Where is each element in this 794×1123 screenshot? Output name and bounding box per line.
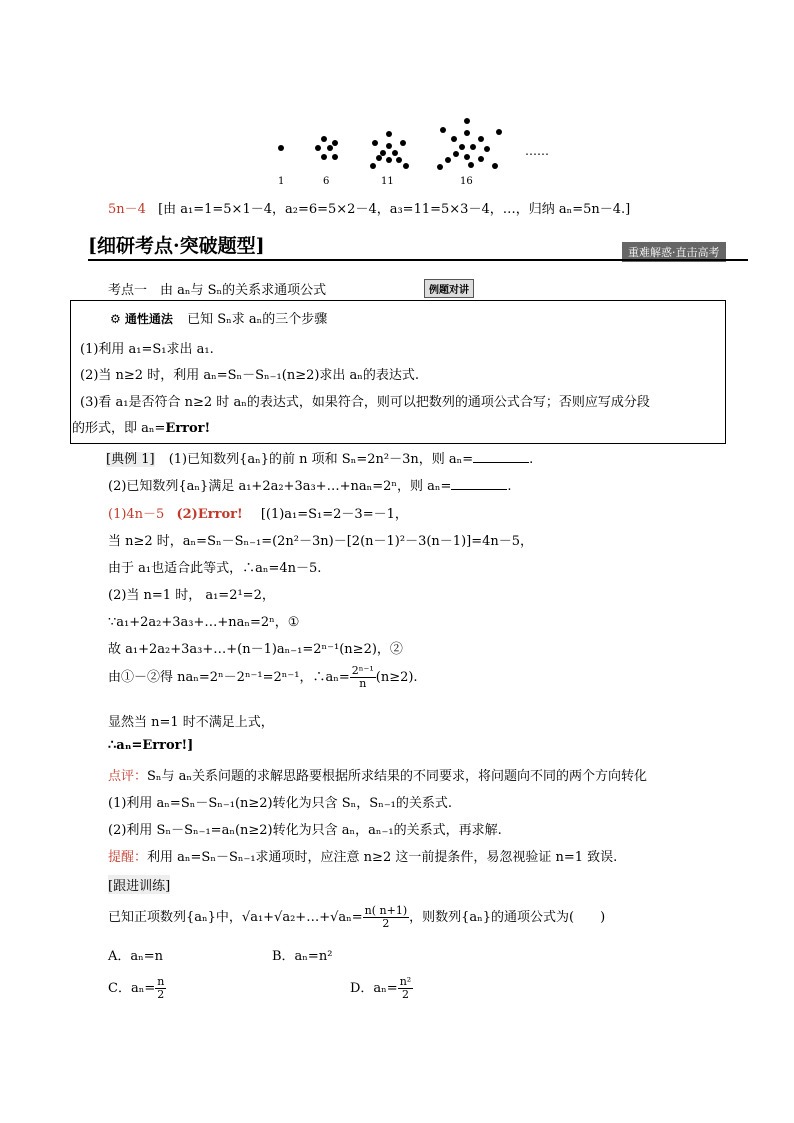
dot: [468, 162, 474, 168]
comment-2: (2)利用 Sₙ－Sₙ₋₁=aₙ(n≥2)转化为只含 aₙ，aₙ₋₁的关系式，再求解.: [108, 823, 502, 838]
comment-label: 点评：: [108, 769, 148, 784]
figure-label-1: 1: [278, 176, 285, 187]
fraction: [350, 665, 376, 690]
fraction-numerator: 2ⁿ⁻¹: [351, 664, 374, 677]
dot: [437, 164, 443, 170]
example-sol-4: (2)当 n=1 时， a₁=2¹=2，: [108, 588, 275, 603]
blank-2: [451, 479, 507, 490]
figure-label-16: 16: [460, 176, 473, 187]
example-ans-1: (1)4n－5: [108, 507, 165, 522]
fraction-numerator: n( n+1): [364, 904, 408, 917]
practice-q-b: ，则数列{aₙ}的通项公式为( ): [409, 910, 606, 925]
fraction-denominator: n: [359, 677, 367, 690]
figure-label-6: 6: [323, 176, 330, 187]
dot: [445, 157, 451, 163]
practice-fraction: [363, 905, 409, 930]
dot: [392, 150, 398, 156]
dot: [386, 131, 392, 137]
dot: [464, 154, 470, 160]
intro-answer: 5n－4: [108, 202, 146, 217]
dot: [396, 157, 402, 163]
example-sol-7b: (n≥2).: [375, 670, 418, 685]
reminder-label: 提醒：: [108, 850, 148, 865]
dot: [327, 145, 333, 151]
example-sol-3: 由于 a₁也适合此等式，∴aₙ=4n－5.: [108, 561, 322, 576]
method-step-1: (1)利用 a₁=S₁求出 a₁.: [80, 342, 214, 357]
section-title: [细研考点·突破题型]: [88, 235, 265, 257]
dot: [386, 157, 392, 163]
example-sol-7-line: [108, 665, 418, 690]
reminder-line: [108, 846, 617, 865]
dot: [370, 163, 376, 169]
figure-ellipsis: ……: [525, 144, 549, 158]
example-ans-2: (2)Error!: [176, 507, 243, 522]
dot: [453, 151, 459, 157]
dot: [332, 154, 338, 160]
option-c-prefix: C．aₙ=: [108, 981, 156, 996]
example-sol-9: ∴aₙ=Error!]: [108, 738, 194, 753]
dot: [478, 136, 484, 142]
comment-text: Sₙ与 aₙ关系问题的求解思路要根据所求结果的不同要求，将问题向不同的两个方向转化: [147, 769, 648, 784]
example-q1: (1)已知数列{aₙ}的前 n 项和 Sₙ=2n²－3n，则 aₙ=: [168, 452, 474, 467]
comment-line: [108, 765, 647, 784]
fraction-numerator: n: [157, 975, 165, 988]
dot: [440, 127, 446, 133]
example-label: [典例 1]: [106, 452, 155, 467]
dot: [459, 144, 465, 150]
fraction-denominator: 2: [157, 988, 165, 1001]
dot: [470, 144, 476, 150]
example-sol-6: 故 a₁+2a₂+3a₃+…+(n－1)aₙ₋₁=2ⁿ⁻¹(n≥2)，②: [108, 642, 403, 657]
option-c-fraction: [155, 976, 166, 1001]
comment-1: (1)利用 aₙ=Sₙ－Sₙ₋₁(n≥2)转化为只含 Sₙ，Sₙ₋₁的关系式.: [108, 796, 453, 811]
option-d: [350, 976, 413, 1001]
dot: [496, 129, 502, 135]
method-title: 已知 Sₙ求 aₙ的三个步骤: [187, 312, 328, 327]
dot: [464, 130, 470, 136]
dot: [332, 140, 338, 146]
option-b: B．aₙ=n²: [272, 949, 333, 964]
dot: [372, 140, 378, 146]
section-badge: 重难解惑·直击高考: [622, 242, 726, 262]
option-c: [108, 976, 166, 1001]
dot: [315, 145, 321, 151]
topic-title: 考点一 由 aₙ与 Sₙ的关系求通项公式: [108, 283, 327, 298]
example-q1-line: [典例 1] (1)已知数列{aₙ}的前 n 项和 Sₙ=2n²－3n，则 aₙ= .: [106, 452, 534, 467]
example-q2-line: (2)已知数列{aₙ}满足 a₁+2a₂+3a₃+…+naₙ=2ⁿ，则 aₙ= .: [108, 479, 512, 494]
section-rule: [88, 259, 748, 261]
dot: [484, 146, 490, 152]
dot: [464, 118, 470, 124]
practice-q-sum: √a₁+√a₂+…+√aₙ=: [241, 910, 363, 925]
intro-explanation: [由 a₁=1=5×1－4，a₂=6=5×2－4，a₃=11=5×3－4，…，归纳 aₙ=5n－4.]: [158, 202, 631, 217]
example-sol-1: [(1)a₁=S₁=2－3=－1，: [260, 507, 408, 522]
fraction-denominator: 2: [382, 917, 390, 930]
gear-icon: ⚙: [110, 312, 121, 326]
method-header: [110, 308, 327, 327]
dot: [478, 156, 484, 162]
method-tag: 通性通法: [124, 312, 173, 326]
example-q2: (2)已知数列{aₙ}满足 a₁+2a₂+3a₃+…+naₙ=2ⁿ，则 aₙ=: [108, 479, 452, 494]
topic-tag: 例题对讲: [424, 279, 474, 298]
method-step-3a: (3)看 a₁是否符合 n≥2 时 aₙ的表达式，如果符合，则可以把数列的通项公式合写；否则应写成分段: [80, 395, 650, 410]
example-answer-line: [108, 503, 408, 522]
practice-question: [108, 905, 605, 930]
option-a: A．aₙ=n: [108, 949, 164, 964]
method-step-2: (2)当 n≥2 时，利用 aₙ=Sₙ－Sₙ₋₁(n≥2)求出 aₙ的表达式.: [80, 368, 420, 383]
dot: [400, 140, 406, 146]
dot: [278, 145, 284, 151]
intro-answer-line: [108, 198, 630, 217]
dot: [492, 163, 498, 169]
dot: [403, 163, 409, 169]
practice-q-a: 已知正项数列{aₙ}中，: [108, 910, 242, 925]
reminder-text: 利用 aₙ=Sₙ－Sₙ₋₁求通项时，应注意 n≥2 这一前提条件，易忽视验证 n=1 致误.: [147, 850, 618, 865]
blank-1: [473, 452, 529, 463]
dot: [321, 154, 327, 160]
dot: [376, 155, 382, 161]
option-d-fraction: [398, 976, 414, 1001]
option-d-prefix: D．aₙ=: [350, 981, 398, 996]
dot: [386, 143, 392, 149]
fraction-denominator: 2: [401, 988, 409, 1001]
practice-label: [跟进训练]: [108, 875, 170, 894]
method-step-3b: 的形式，即 aₙ=: [72, 421, 166, 436]
figure-label-11: 11: [381, 176, 394, 187]
example-sol-7a: 由①－②得 naₙ=2ⁿ－2ⁿ⁻¹=2ⁿ⁻¹，∴aₙ=: [108, 670, 350, 685]
example-sol-8: 显然当 n=1 时不满足上式，: [108, 715, 274, 730]
dot: [321, 136, 327, 142]
example-sol-5: ∵a₁+2a₂+3a₃+…+naₙ=2ⁿ，①: [108, 615, 300, 630]
fraction-numerator: n²: [399, 975, 412, 988]
example-sol-2: 当 n≥2 时，aₙ=Sₙ－Sₙ₋₁=(2n²－3n)－[2(n－1)²－3(n－1)]=4n－5，: [108, 534, 534, 549]
method-error: Error!: [165, 421, 211, 436]
method-step-3b-line: [72, 417, 210, 436]
dot: [451, 136, 457, 142]
